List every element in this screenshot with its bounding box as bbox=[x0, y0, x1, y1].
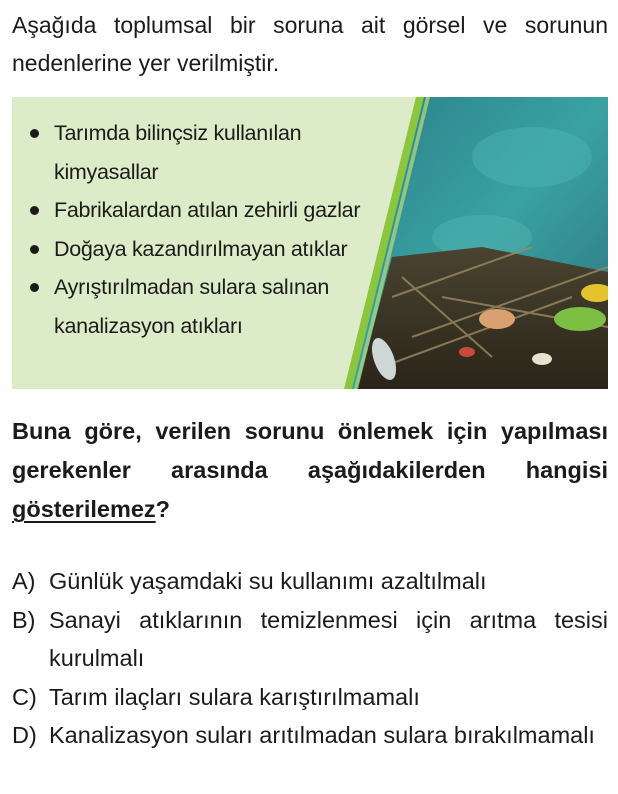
option-c[interactable] bbox=[12, 678, 608, 717]
option-d[interactable] bbox=[12, 716, 608, 755]
answer-options bbox=[12, 562, 608, 755]
option-text: Günlük yaşamdaki su kullanımı azaltılmalı bbox=[49, 568, 487, 594]
cause-item: Doğaya kazandırılmayan atıklar bbox=[28, 230, 398, 269]
option-letter: C) bbox=[12, 683, 37, 710]
option-text: Tarım ilaçları sulara karıştırılmamalı bbox=[49, 683, 420, 710]
cause-item: Fabrikalardan atılan zehirli gazlar bbox=[28, 191, 398, 230]
option-text: Kanalizasyon suları arıtılmadan sulara bırakılmamalı bbox=[49, 722, 595, 748]
question-stem: Buna göre, verilen sorunu önlemek için yapılması gerekenler arasında aşağıdakilerden hangisi bbox=[12, 418, 608, 483]
option-text: Sanayi atıklarının temizlenmesi için arıtma tesisi kurulmalı bbox=[49, 606, 608, 671]
cause-item: Tarımda bilinçsiz kullanılan kimyasallar bbox=[28, 114, 398, 191]
cause-item: Ayrıştırılmadan sulara salınan kanalizasyon atıkları bbox=[28, 268, 398, 345]
option-b[interactable] bbox=[12, 601, 608, 678]
question-emphasis: gösterilemez bbox=[12, 496, 156, 522]
intro-text: Aşağıda toplumsal bir soruna ait görsel ve sorunun nedenlerine yer verilmiştir. bbox=[12, 12, 608, 76]
problem-panel bbox=[12, 97, 608, 389]
option-letter: B) bbox=[12, 606, 36, 633]
option-letter: A) bbox=[12, 568, 36, 594]
question-mark: ? bbox=[155, 496, 171, 522]
question-text bbox=[12, 412, 608, 529]
causes-list bbox=[28, 114, 398, 345]
option-letter: D) bbox=[12, 722, 37, 748]
option-a[interactable] bbox=[12, 562, 608, 601]
